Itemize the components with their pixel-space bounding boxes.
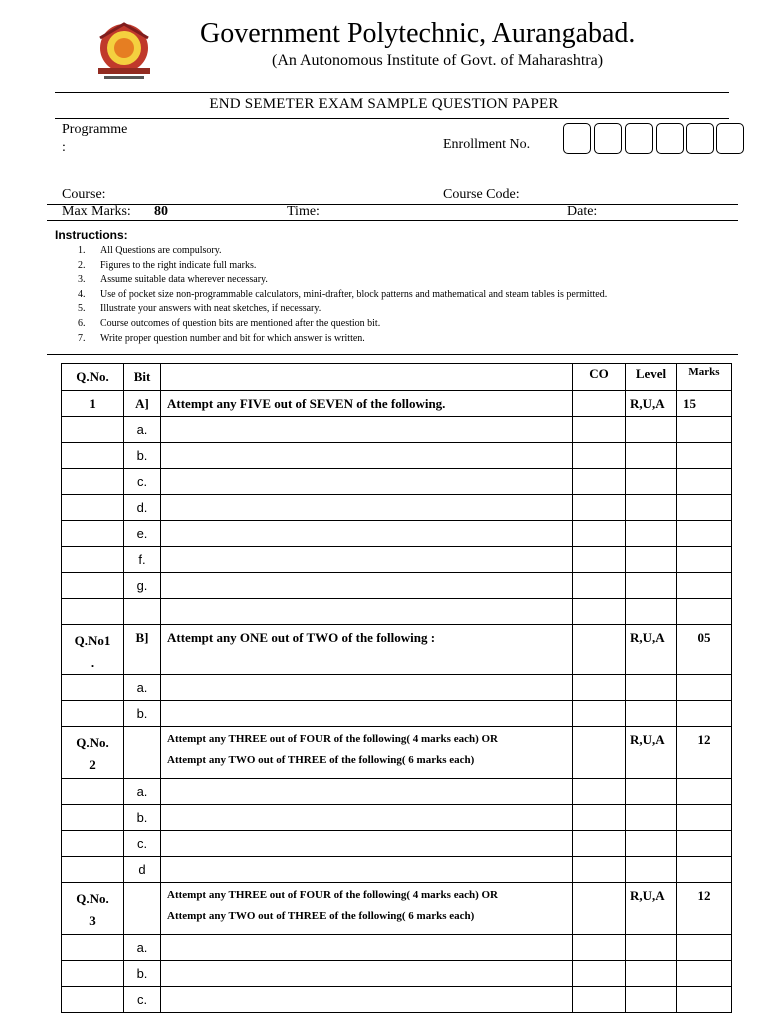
bit-label: e. xyxy=(124,521,161,547)
bit-cell xyxy=(124,883,161,935)
qno-line: 3 xyxy=(89,913,96,928)
level-cell: R,U,A xyxy=(626,883,677,935)
table-row xyxy=(62,857,732,883)
enrollment-label: Enrollment No. xyxy=(443,137,531,152)
table-row xyxy=(62,883,732,935)
paper-title: END SEMETER EXAM SAMPLE QUESTION PAPER xyxy=(209,96,559,112)
table-row xyxy=(62,935,732,961)
divider xyxy=(47,354,738,355)
co-cell xyxy=(573,391,626,417)
level-cell: R,U,A xyxy=(626,391,677,417)
header-co: CO xyxy=(573,364,626,391)
header-question xyxy=(161,364,573,391)
qno-line: 2 xyxy=(89,757,96,772)
table-row xyxy=(62,727,732,779)
header-qno: Q.No. xyxy=(62,364,124,391)
table-row xyxy=(62,675,732,701)
marks-cell: 12 xyxy=(677,883,732,935)
bit-cell: A] xyxy=(124,391,161,417)
qno-cell: 1 xyxy=(62,391,124,417)
bit-cell: B] xyxy=(124,625,161,675)
co-cell xyxy=(573,625,626,675)
qno-line: Q.No1 xyxy=(74,633,111,648)
question-text: Attempt any FIVE out of SEVEN of the following. xyxy=(161,391,573,417)
table-row xyxy=(62,831,732,857)
course-label: Course: xyxy=(62,187,106,202)
question-line: Attempt any TWO out of THREE of the following( 6 marks each) xyxy=(167,910,475,922)
qno-cell xyxy=(62,727,124,779)
bit-label: a. xyxy=(124,675,161,701)
bit-label: b. xyxy=(124,805,161,831)
bit-label: g. xyxy=(124,573,161,599)
bit-label: b. xyxy=(124,961,161,987)
table-row xyxy=(62,417,732,443)
max-marks-label: Max Marks: xyxy=(62,204,131,219)
enrollment-digit-box[interactable] xyxy=(563,123,591,154)
instruction-item: 1. All Questions are compulsory. xyxy=(78,245,222,256)
header-bit: Bit xyxy=(124,364,161,391)
bit-label: c. xyxy=(124,987,161,1013)
time-label: Time: xyxy=(287,204,320,219)
course-code-label: Course Code: xyxy=(443,187,520,202)
table-row xyxy=(62,987,732,1013)
marks-cell: 05 xyxy=(677,625,732,675)
table-row xyxy=(62,701,732,727)
enrollment-digit-box[interactable] xyxy=(625,123,653,154)
divider xyxy=(55,118,729,119)
bit-label: b. xyxy=(124,443,161,469)
question-text xyxy=(161,883,573,935)
co-cell xyxy=(573,883,626,935)
enrollment-digit-box[interactable] xyxy=(594,123,622,154)
table-row xyxy=(62,443,732,469)
programme-colon: : xyxy=(62,140,66,155)
institute-logo xyxy=(84,18,164,88)
instruction-item: 4. Use of pocket size non-programmable calculators, mini-drafter, block patterns and mathematical and steam tables is permitted. xyxy=(78,288,608,300)
table-row xyxy=(62,521,732,547)
question-table xyxy=(61,363,732,1013)
table-row xyxy=(62,469,732,495)
page-subtitle: (An Autonomous Institute of Govt. of Maharashtra) xyxy=(272,52,604,69)
enrollment-digit-box[interactable] xyxy=(686,123,714,154)
co-cell xyxy=(573,727,626,779)
question-line: Attempt any THREE out of FOUR of the following( 4 marks each) OR xyxy=(167,733,499,745)
level-cell: R,U,A xyxy=(626,727,677,779)
marks-cell: 15 xyxy=(677,391,732,417)
table-row xyxy=(62,495,732,521)
bit-label: c. xyxy=(124,831,161,857)
table-row xyxy=(62,779,732,805)
bit-label: d. xyxy=(124,495,161,521)
divider xyxy=(47,204,738,205)
bit-label: f. xyxy=(124,547,161,573)
question-line: Attempt any TWO out of THREE of the following( 6 marks each) xyxy=(167,754,475,766)
bit-cell xyxy=(124,727,161,779)
bit-label: c. xyxy=(124,469,161,495)
qno-line: Q.No. xyxy=(76,891,109,906)
instructions-title: Instructions: xyxy=(55,228,128,242)
table-row xyxy=(62,599,732,625)
table-row xyxy=(62,573,732,599)
instruction-item: 5. Illustrate your answers with neat sketches, if necessary. xyxy=(78,303,322,315)
header-level: Level xyxy=(626,364,677,391)
instruction-item: 7. Write proper question number and bit for which answer is written. xyxy=(78,332,365,344)
question-text: Attempt any ONE out of TWO of the following : xyxy=(161,625,573,675)
programme-label: Programme xyxy=(62,122,128,137)
page-title: Government Polytechnic, Aurangabad. xyxy=(200,18,636,49)
qno-line: . xyxy=(90,655,95,670)
divider xyxy=(55,92,729,93)
qno-cell xyxy=(62,625,124,675)
qno-line: Q.No. xyxy=(76,735,109,750)
question-text xyxy=(161,727,573,779)
bit-label: a. xyxy=(124,417,161,443)
table-header-row xyxy=(62,364,732,391)
enrollment-digit-box[interactable] xyxy=(656,123,684,154)
table-row xyxy=(62,625,732,675)
bit-label: a. xyxy=(124,935,161,961)
marks-cell: 12 xyxy=(677,727,732,779)
date-label: Date: xyxy=(567,204,598,219)
header-marks: Marks xyxy=(677,364,732,391)
table-row xyxy=(62,391,732,417)
instruction-item: 3. Assume suitable data wherever necessary. xyxy=(78,274,268,286)
table-row xyxy=(62,805,732,831)
table-row xyxy=(62,547,732,573)
level-cell: R,U,A xyxy=(626,625,677,675)
bit-label: a. xyxy=(124,779,161,805)
enrollment-digit-box[interactable] xyxy=(716,123,744,154)
qno-cell xyxy=(62,883,124,935)
instruction-item: 2. Figures to the right indicate full marks. xyxy=(78,259,257,271)
instruction-item: 6. Course outcomes of question bits are mentioned after the question bit. xyxy=(78,317,381,329)
max-marks-value: 80 xyxy=(154,204,168,219)
table-row xyxy=(62,961,732,987)
bit-label: b. xyxy=(124,701,161,727)
question-line: Attempt any THREE out of FOUR of the following( 4 marks each) OR xyxy=(167,889,499,901)
bit-label: d xyxy=(124,857,161,883)
divider xyxy=(47,220,738,221)
instructions-list xyxy=(78,244,607,346)
